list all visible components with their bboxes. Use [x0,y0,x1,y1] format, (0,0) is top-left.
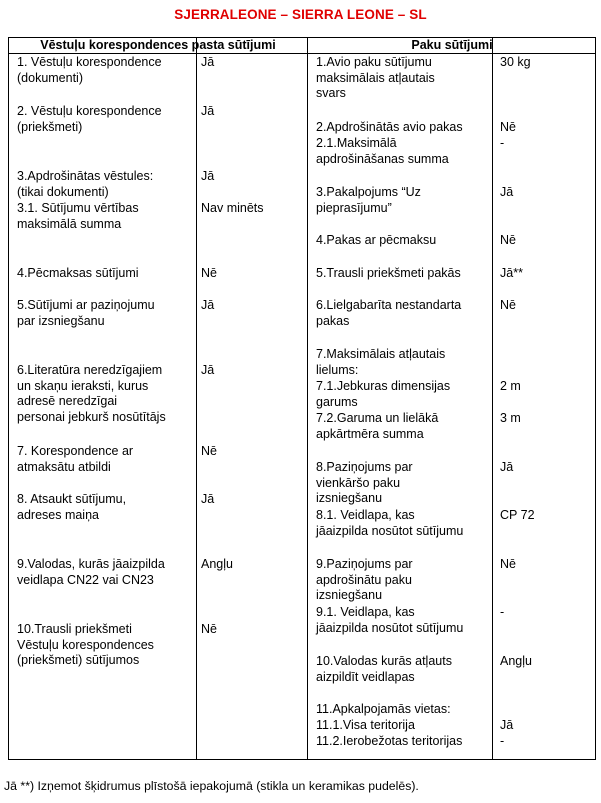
parcels-value: - [500,605,505,619]
parcels-value: CP 72 [500,508,535,522]
letters-value: Jā [201,298,215,312]
parcels-value: Nē [500,233,516,247]
parcels-value: - [500,734,505,748]
parcels-value: 2 m [500,379,521,393]
letters-label: 2. Vēstuļu korespondence (priekšmeti) [17,104,162,134]
parcels-value: Nē [500,120,516,134]
parcels-label: 1.Avio paku sūtījumu maksimālais atļautais svars [316,55,435,100]
parcels-label: 7.1.Jebkuras dimensijas garums [316,379,451,409]
parcels-value: 3 m [500,411,521,425]
header-divider [8,53,596,54]
parcels-value: Jā** [500,266,523,280]
parcels-label: 2.1.Maksimālā apdrošināšanas summa [316,136,449,166]
footnote: Jā **) Izņemot šķidrumus plīstošā iepakojumā (stikla un keramikas pudelēs). [4,779,419,793]
parcels-label: 10.Valodas kurās atļauts aizpildīt veidlapas [316,654,452,684]
letters-label: 10.Trausli priekšmeti Vēstuļu korespondences (priekšmeti) sūtījumos [17,622,154,667]
parcels-value: Nē [500,557,516,571]
parcels-label: 9.Paziņojums par apdrošinātu paku izsniegšanu [316,557,413,602]
letters-value: Nē [201,266,217,280]
letters-value: Jā [201,104,215,118]
column-divider-letters [196,37,197,760]
letters-label: 7. Korespondence ar atmaksātu atbildi [17,444,134,474]
letters-label: 1. Vēstuļu korespondence (dokumenti) [17,55,162,85]
letters-value: Jā [201,363,215,377]
parcels-label: 7.2.Garuma un lielākā apkārtmēra summa [316,411,439,441]
letters-value: Angļu [201,557,233,571]
parcels-label: 7.Maksimālais atļautais lielums: [316,347,446,377]
letters-value: Jā [201,492,215,506]
parcels-value: 30 kg [500,55,531,69]
parcels-value: Jā [500,718,514,732]
letters-label: 3.1. Sūtījumu vērtības maksimālā summa [17,201,139,231]
letters-value: Jā [201,55,215,69]
letters-value: Nē [201,622,217,636]
parcels-label: 4.Pakas ar pēcmaksu [316,233,437,247]
parcels-label: 11.Apkalpojamās vietas: [316,702,451,716]
parcels-label: 8.Paziņojums par vienkāršo paku izsniegšanu [316,460,413,505]
parcels-label: 6.Lielgabarīta nestandarta pakas [316,298,462,328]
column-divider-parcels [492,37,493,760]
page-title: SJERRALEONE – SIERRA LEONE – SL [174,7,427,22]
letters-label: 8. Atsaukt sūtījumu, adreses maiņa [17,492,127,522]
letters-label: 5.Sūtījumi ar paziņojumu par izsniegšanu [17,298,155,328]
letters-label: 3.Apdrošinātas vēstules: (tikai dokumenti) [17,169,154,199]
letters-label: 9.Valodas, kurās jāaizpilda veidlapa CN22 vai CN23 [17,557,165,587]
parcels-value: - [500,136,505,150]
parcels-value: Jā [500,185,514,199]
letters-label: 6.Literatūra neredzīgajiem un skaņu ieraksti, kurus adresē neredzīgai personai jebkurš nosūtītājs [17,363,166,424]
parcels-label: 2.Apdrošinātās avio pakas [316,120,463,134]
parcels-label: 5.Trausli priekšmeti pakās [316,266,461,280]
header-parcels: Paku sūtījumi [411,38,493,52]
parcels-value: Angļu [500,654,532,668]
parcels-label: 3.Pakalpojums “Uz pieprasījumu” [316,185,421,215]
parcels-label: 11.2.Ierobežotas teritorijas [316,734,463,748]
parcels-value: Nē [500,298,516,312]
parcels-label: 9.1. Veidlapa, kas jāaizpilda nosūtot sūtījumu [316,605,464,635]
parcels-label: 11.1.Visa teritorija [316,718,415,732]
letters-value: Jā [201,169,215,183]
letters-value: Nav minēts [201,201,264,215]
letters-label: 4.Pēcmaksas sūtījumi [17,266,139,280]
header-letters: Vēstuļu korespondences pasta sūtījumi [40,38,276,52]
parcels-value: Jā [500,460,514,474]
parcels-label: 8.1. Veidlapa, kas jāaizpilda nosūtot sūtījumu [316,508,464,538]
column-divider-main [307,37,308,760]
letters-value: Nē [201,444,217,458]
